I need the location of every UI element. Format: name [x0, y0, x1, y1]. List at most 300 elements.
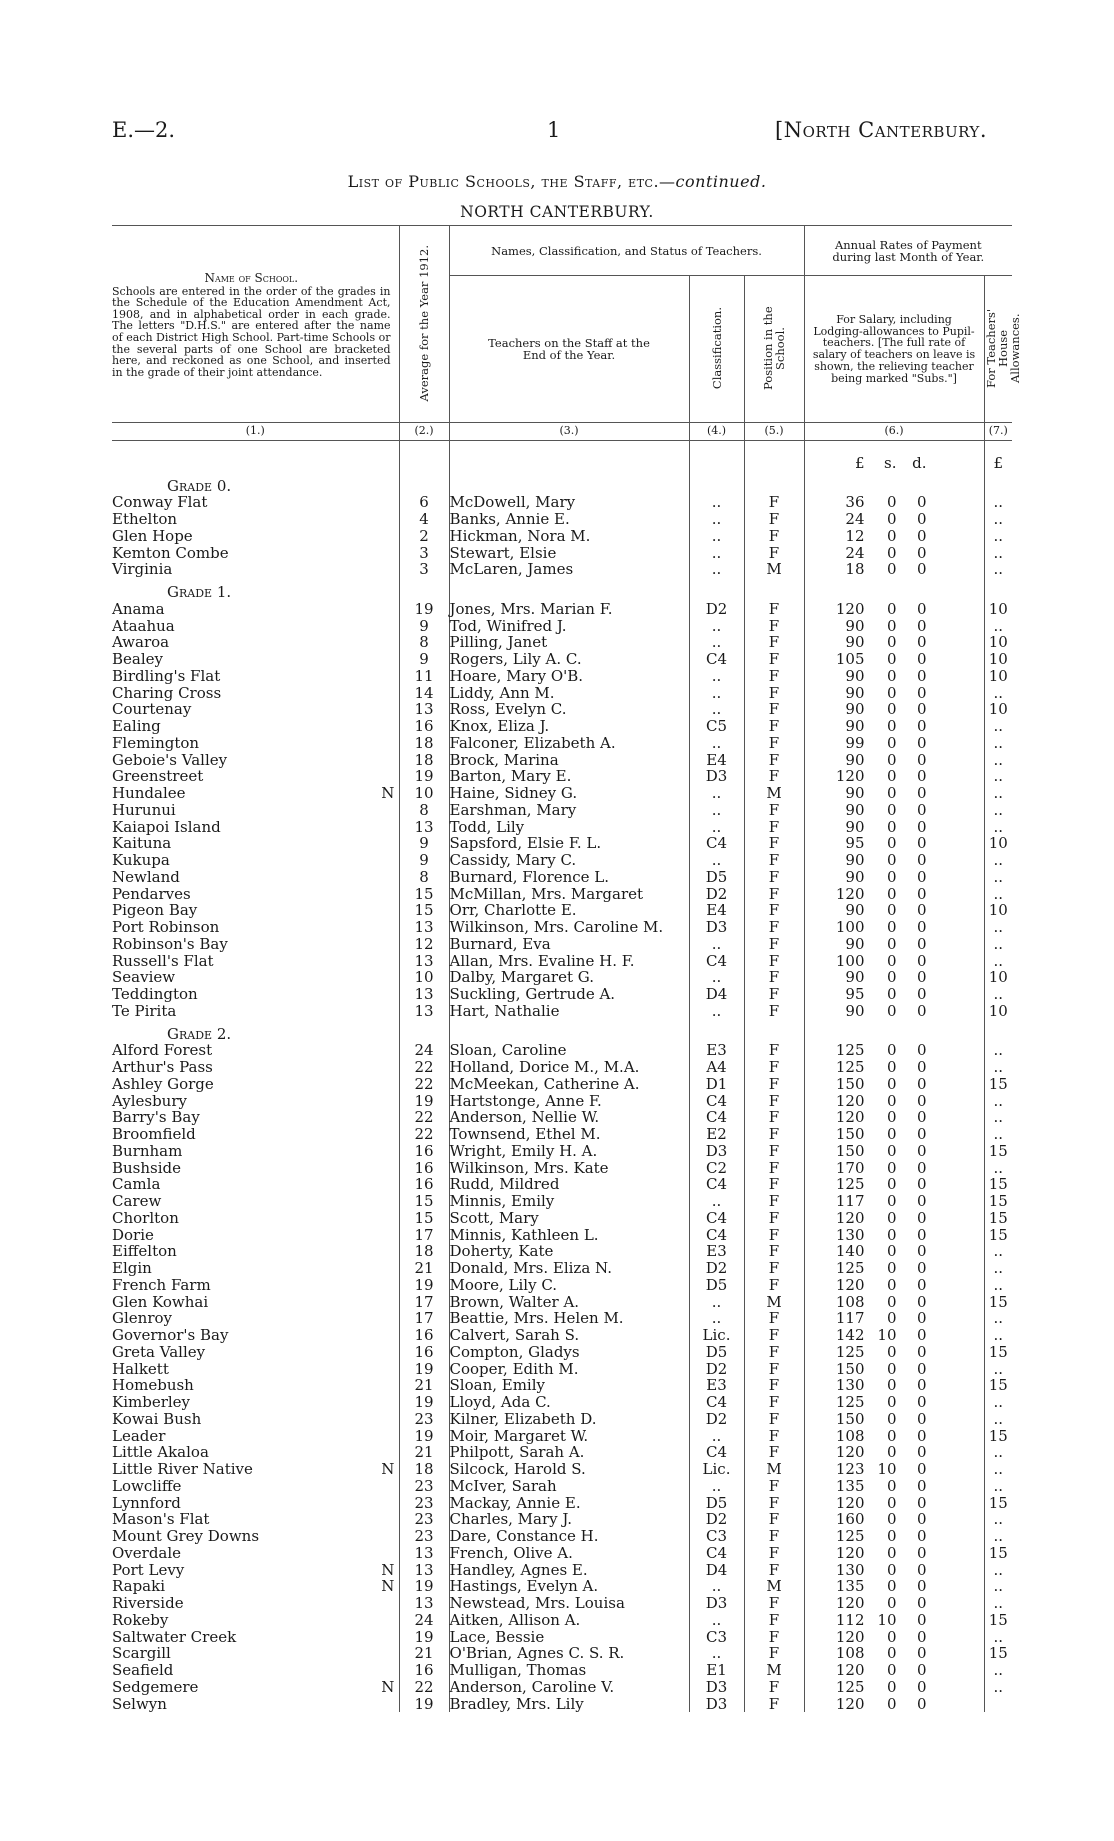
native-flag — [377, 1126, 399, 1143]
salary-shillings: 0 — [886, 901, 897, 920]
native-flag — [377, 1495, 399, 1512]
table-row — [112, 886, 1012, 903]
salary-shillings: 0 — [886, 1376, 897, 1395]
native-flag — [377, 1612, 399, 1629]
salary-cell — [804, 986, 984, 1003]
school-name-cell — [112, 1578, 377, 1595]
native-flag: N — [377, 1578, 399, 1595]
salary-shillings: 10 — [877, 1610, 897, 1629]
salary-cell — [804, 1003, 984, 1020]
salary-shillings: 0 — [886, 985, 897, 1003]
salary-shillings: 0 — [886, 1074, 897, 1093]
teacher-name: Rogers, Lily A. C. — [449, 651, 689, 668]
teacher-name: Sloan, Caroline — [449, 1042, 689, 1059]
school-name: Arthur's Pass — [112, 1058, 213, 1076]
school-name: Elgin — [112, 1259, 152, 1277]
salary-pounds: 125 — [835, 1393, 865, 1411]
salary-pounds: 125 — [835, 1259, 865, 1277]
salary-pounds: 135 — [835, 1577, 865, 1596]
teacher-name: Charles, Mary J. — [449, 1511, 689, 1528]
school-name: Glen Hope — [112, 526, 193, 545]
salary-pounds: 90 — [845, 750, 865, 769]
col-num-6: (6.) — [804, 423, 984, 441]
salary-shillings: 0 — [886, 1577, 897, 1596]
average-attendance: 13 — [399, 1545, 449, 1562]
currency-row — [112, 440, 1012, 471]
school-name: Saltwater Creek — [112, 1627, 237, 1646]
table-row — [112, 1511, 1012, 1528]
salary-pence: 0 — [916, 1074, 927, 1093]
salary-shillings: 0 — [886, 1661, 897, 1679]
native-flag — [377, 1645, 399, 1662]
salary-pence: 0 — [916, 1342, 927, 1361]
native-flag — [377, 1227, 399, 1244]
table-row — [112, 1227, 1012, 1244]
school-name: Glen Kowhai — [112, 1292, 209, 1311]
classification: D3 — [689, 768, 744, 785]
average-attendance: 15 — [399, 902, 449, 919]
salary-pence: 0 — [916, 1644, 927, 1663]
salary-cell — [804, 1461, 984, 1478]
position: M — [744, 1662, 804, 1679]
classification: Lic. — [689, 1461, 744, 1478]
average-attendance: 13 — [399, 986, 449, 1003]
salary-pence: 0 — [916, 1275, 927, 1294]
school-name-cell — [112, 1428, 377, 1445]
school-name-cell — [112, 1478, 377, 1495]
salary-cell — [804, 1562, 984, 1579]
native-flag — [377, 1109, 399, 1126]
position: F — [744, 1562, 804, 1579]
salary-pence: 0 — [916, 901, 927, 920]
school-name-cell — [112, 986, 377, 1003]
classification: C4 — [689, 1109, 744, 1126]
house-allowance: .. — [993, 750, 1004, 769]
native-flag — [377, 1629, 399, 1646]
salary-pence: 0 — [916, 767, 927, 786]
position: F — [744, 1361, 804, 1378]
teacher-name: McDowell, Mary — [449, 494, 689, 511]
house-allowance: .. — [993, 1158, 1004, 1177]
salary-pounds: 120 — [835, 1208, 865, 1227]
school-name-cell — [112, 1411, 377, 1428]
classification: .. — [689, 618, 744, 635]
school-name-cell — [112, 1076, 377, 1093]
position: F — [744, 1093, 804, 1110]
average-attendance: 18 — [399, 752, 449, 769]
table-row — [112, 634, 1012, 651]
teacher-name: Kilner, Elizabeth D. — [449, 1411, 689, 1428]
teacher-name: Philpott, Sarah A. — [449, 1444, 689, 1461]
salary-pounds: 117 — [835, 1192, 865, 1210]
average-attendance: 16 — [399, 1143, 449, 1160]
page-number: 1 — [547, 118, 561, 142]
school-name: Bealey — [112, 650, 163, 668]
salary-shillings: 0 — [886, 1001, 897, 1020]
native-flag — [377, 986, 399, 1003]
house-allowance: .. — [993, 1125, 1004, 1143]
salary-pence: 0 — [916, 1443, 927, 1462]
table-row — [112, 1679, 1012, 1696]
average-attendance: 15 — [399, 1193, 449, 1210]
school-name: Rokeby — [112, 1610, 169, 1629]
salary-pence: 0 — [916, 1476, 927, 1495]
classification: C4 — [689, 651, 744, 668]
classification: E1 — [689, 1662, 744, 1679]
school-name: Greta Valley — [112, 1342, 206, 1361]
salary-pence: 0 — [916, 633, 927, 652]
school-name: Leader — [112, 1426, 166, 1445]
classification: D2 — [689, 1361, 744, 1378]
teacher-name: Ross, Evelyn C. — [449, 701, 689, 718]
position: F — [744, 1645, 804, 1662]
house-allowance: .. — [993, 1242, 1004, 1261]
position: F — [744, 1495, 804, 1512]
salary-cell — [804, 1210, 984, 1227]
native-flag — [377, 668, 399, 685]
native-flag — [377, 601, 399, 618]
salary-pounds: 142 — [835, 1326, 865, 1344]
school-name-cell — [112, 1193, 377, 1210]
salary-pence: 0 — [916, 1208, 927, 1227]
house-allowance: 15 — [988, 1208, 1008, 1227]
table-row — [112, 1696, 1012, 1713]
salary-cell — [804, 1394, 984, 1411]
school-name: Halkett — [112, 1359, 169, 1378]
position: F — [744, 1411, 804, 1428]
house-allowance: .. — [993, 1460, 1004, 1478]
salary-cell — [804, 919, 984, 936]
grade-label: Grade 0. — [112, 472, 399, 495]
table-row — [112, 1562, 1012, 1579]
salary-cell — [804, 735, 984, 752]
salary-pence: 0 — [916, 510, 927, 528]
salary-cell — [804, 1495, 984, 1512]
salary-shillings: 0 — [886, 1560, 897, 1579]
salary-pence: 0 — [916, 1225, 927, 1244]
school-name: Mount Grey Downs — [112, 1527, 260, 1545]
salary-pounds: 120 — [835, 767, 865, 786]
teacher-name: Jones, Mrs. Marian F. — [449, 601, 689, 618]
school-name-cell — [112, 1361, 377, 1378]
school-name: Courtenay — [112, 700, 192, 719]
salary-pounds: 95 — [845, 985, 865, 1003]
teacher-name: Townsend, Ethel M. — [449, 1126, 689, 1143]
school-name-cell — [112, 1461, 377, 1478]
native-flag — [377, 752, 399, 769]
school-name-cell — [112, 1562, 377, 1579]
native-flag — [377, 1277, 399, 1294]
position: F — [744, 1277, 804, 1294]
teacher-name: Hickman, Nora M. — [449, 528, 689, 545]
classification: .. — [689, 936, 744, 953]
salary-pence: 0 — [916, 951, 927, 970]
classification: .. — [689, 802, 744, 819]
native-flag — [377, 919, 399, 936]
teacher-name: Barton, Mary E. — [449, 768, 689, 785]
average-attendance: 13 — [399, 1003, 449, 1020]
salary-pounds: 125 — [835, 1677, 865, 1696]
school-name-cell — [112, 1126, 377, 1143]
salary-shillings: 0 — [886, 526, 897, 545]
salary-cell — [804, 1109, 984, 1126]
school-name: Teddington — [112, 985, 198, 1003]
salary-cell — [804, 618, 984, 635]
average-attendance: 22 — [399, 1076, 449, 1093]
salary-pounds: 112 — [835, 1610, 865, 1629]
salary-shillings: 0 — [886, 1041, 897, 1060]
school-name: Lowcliffe — [112, 1476, 182, 1495]
header-teachers-group: Names, Classification, and Status of Teachers. — [449, 226, 804, 276]
salary-pounds: 120 — [835, 1594, 865, 1612]
position: F — [744, 601, 804, 618]
school-name-cell — [112, 545, 377, 562]
salary-pounds: 120 — [835, 1661, 865, 1679]
salary-shillings: 0 — [886, 700, 897, 719]
school-name-cell — [112, 1109, 377, 1126]
house-allowance: .. — [993, 800, 1004, 819]
school-name-cell — [112, 1377, 377, 1394]
position: F — [744, 1042, 804, 1059]
school-name: Eiffelton — [112, 1242, 177, 1261]
teacher-name: Tod, Winifred J. — [449, 618, 689, 635]
table-row — [112, 1578, 1012, 1595]
native-flag — [377, 953, 399, 970]
school-name-cell — [112, 1595, 377, 1612]
table-row — [112, 1126, 1012, 1143]
classification: A4 — [689, 1059, 744, 1076]
native-flag — [377, 545, 399, 562]
house-allowance: 15 — [988, 1175, 1008, 1194]
teacher-name: Hart, Nathalie — [449, 1003, 689, 1020]
salary-pounds: 18 — [845, 560, 865, 579]
position: F — [744, 1109, 804, 1126]
average-attendance: 13 — [399, 701, 449, 718]
school-name: Greenstreet — [112, 767, 204, 786]
native-flag — [377, 768, 399, 785]
teacher-name: Moir, Margaret W. — [449, 1428, 689, 1445]
salary-pounds: 90 — [845, 784, 865, 802]
salary-pounds: 125 — [835, 1342, 865, 1361]
average-attendance: 4 — [399, 511, 449, 528]
position: F — [744, 1143, 804, 1160]
school-name-cell — [112, 1160, 377, 1177]
teacher-name: Mackay, Annie E. — [449, 1495, 689, 1512]
grade-heading-row — [112, 1020, 1012, 1043]
school-name-cell — [112, 735, 377, 752]
salary-pence: 0 — [916, 1393, 927, 1411]
average-attendance: 17 — [399, 1294, 449, 1311]
school-name-cell — [112, 511, 377, 528]
salary-cell — [804, 634, 984, 651]
teacher-name: Doherty, Kate — [449, 1243, 689, 1260]
salary-pence: 0 — [916, 700, 927, 719]
native-flag — [377, 701, 399, 718]
school-name: Charing Cross — [112, 683, 222, 702]
position: F — [744, 1260, 804, 1277]
house-allowance: .. — [993, 1476, 1004, 1495]
school-name: Robinson's Bay — [112, 934, 228, 953]
position: F — [744, 511, 804, 528]
school-name: Kemton Combe — [112, 543, 229, 562]
school-name: Ethelton — [112, 510, 178, 528]
salary-shillings: 0 — [886, 934, 897, 953]
salary-pounds: 90 — [845, 968, 865, 987]
teacher-name: Todd, Lily — [449, 819, 689, 836]
salary-shillings: 0 — [886, 750, 897, 769]
salary-cell — [804, 852, 984, 869]
teacher-name: Stewart, Elsie — [449, 545, 689, 562]
native-flag — [377, 1344, 399, 1361]
salary-pounds: 125 — [835, 1175, 865, 1194]
house-allowance: .. — [993, 717, 1004, 735]
classification: D3 — [689, 1696, 744, 1713]
classification: C4 — [689, 1210, 744, 1227]
native-flag — [377, 835, 399, 852]
school-name-cell — [112, 1227, 377, 1244]
classification: C4 — [689, 1444, 744, 1461]
position: F — [744, 1377, 804, 1394]
salary-shillings: 0 — [886, 784, 897, 802]
table-row — [112, 953, 1012, 970]
native-flag — [377, 1528, 399, 1545]
house-allowance: .. — [993, 526, 1004, 545]
currency-pounds: £ — [854, 453, 865, 472]
salary-shillings: 0 — [886, 510, 897, 528]
salary-pence: 0 — [916, 867, 927, 886]
classification: .. — [689, 561, 744, 578]
salary-shillings: 0 — [886, 1476, 897, 1495]
salary-cell — [804, 1662, 984, 1679]
salary-pounds: 90 — [845, 934, 865, 953]
teacher-name: Wilkinson, Mrs. Caroline M. — [449, 919, 689, 936]
classification: .. — [689, 1612, 744, 1629]
school-name-cell — [112, 1645, 377, 1662]
house-allowance: .. — [993, 1041, 1004, 1060]
teacher-name: Hoare, Mary O'B. — [449, 668, 689, 685]
native-flag — [377, 1394, 399, 1411]
average-attendance: 14 — [399, 685, 449, 702]
salary-cell — [804, 1059, 984, 1076]
teacher-name: Minnis, Kathleen L. — [449, 1227, 689, 1244]
school-name: Lynnford — [112, 1493, 181, 1512]
position: F — [744, 1003, 804, 1020]
teacher-name: Cooper, Edith M. — [449, 1361, 689, 1378]
table-row — [112, 1160, 1012, 1177]
school-name: Burnham — [112, 1141, 183, 1160]
average-attendance: 17 — [399, 1227, 449, 1244]
house-allowance: .. — [993, 1309, 1004, 1328]
teacher-name: Donald, Mrs. Eliza N. — [449, 1260, 689, 1277]
house-allowance: .. — [993, 867, 1004, 886]
teacher-name: Bradley, Mrs. Lily — [449, 1696, 689, 1713]
salary-pence: 0 — [916, 1527, 927, 1545]
native-flag: N — [377, 1679, 399, 1696]
salary-shillings: 0 — [886, 1158, 897, 1177]
school-name-cell — [112, 1528, 377, 1545]
native-flag — [377, 1696, 399, 1713]
salary-pounds: 125 — [835, 1058, 865, 1076]
position: F — [744, 1176, 804, 1193]
house-allowance: .. — [993, 1359, 1004, 1378]
native-flag — [377, 685, 399, 702]
school-name-cell — [112, 869, 377, 886]
school-name: Anama — [112, 599, 165, 618]
salary-shillings: 0 — [886, 1594, 897, 1612]
position: F — [744, 701, 804, 718]
school-name: Ashley Gorge — [112, 1074, 214, 1093]
position: F — [744, 1428, 804, 1445]
teacher-name: Aitken, Allison A. — [449, 1612, 689, 1629]
salary-pence: 0 — [916, 1108, 927, 1127]
classification: D2 — [689, 601, 744, 618]
school-name-cell — [112, 1294, 377, 1311]
position: F — [744, 1478, 804, 1495]
salary-cell — [804, 1696, 984, 1713]
teacher-name: Beattie, Mrs. Helen M. — [449, 1310, 689, 1327]
classification: .. — [689, 1310, 744, 1327]
house-allowance: .. — [993, 1661, 1004, 1679]
school-name-cell — [112, 1545, 377, 1562]
salary-cell — [804, 545, 984, 562]
position: F — [744, 902, 804, 919]
salary-cell — [804, 494, 984, 511]
school-name-cell — [112, 1394, 377, 1411]
teacher-name: Rudd, Mildred — [449, 1176, 689, 1193]
salary-pounds: 130 — [835, 1376, 865, 1395]
salary-pounds: 120 — [835, 1443, 865, 1462]
table-row — [112, 545, 1012, 562]
native-flag — [377, 819, 399, 836]
native-flag — [377, 528, 399, 545]
native-flag — [377, 1478, 399, 1495]
col-num-3: (3.) — [449, 423, 689, 441]
teacher-name: Handley, Agnes E. — [449, 1562, 689, 1579]
teacher-name: Brown, Walter A. — [449, 1294, 689, 1311]
average-attendance: 23 — [399, 1528, 449, 1545]
salary-pence: 0 — [916, 1543, 927, 1562]
header-teachers: Teachers on the Staff at the End of the Year. — [449, 276, 689, 423]
salary-cell — [804, 668, 984, 685]
classification: .. — [689, 1193, 744, 1210]
salary-shillings: 0 — [886, 884, 897, 903]
salary-pounds: 100 — [835, 918, 865, 936]
house-allowance: 15 — [988, 1192, 1008, 1210]
salary-cell — [804, 1511, 984, 1528]
school-name: Rapaki — [112, 1577, 166, 1596]
school-name-cell — [112, 651, 377, 668]
house-allowance: 15 — [988, 1644, 1008, 1663]
average-attendance: 19 — [399, 1696, 449, 1713]
house-allowance: .. — [993, 1058, 1004, 1076]
table-row — [112, 668, 1012, 685]
school-name-cell — [112, 852, 377, 869]
salary-pence: 0 — [916, 650, 927, 668]
header-payment-group: Annual Rates of Payment during last Month of Year. — [804, 226, 1012, 276]
salary-pence: 0 — [916, 851, 927, 869]
salary-cell — [804, 1612, 984, 1629]
average-attendance: 18 — [399, 1243, 449, 1260]
average-attendance: 19 — [399, 1394, 449, 1411]
school-name: Pigeon Bay — [112, 901, 198, 920]
house-allowance: 15 — [988, 1426, 1008, 1445]
school-name: Hundalee — [112, 784, 186, 802]
position: M — [744, 561, 804, 578]
salary-pence: 0 — [916, 1242, 927, 1261]
position: F — [744, 953, 804, 970]
teacher-name: Dalby, Margaret G. — [449, 969, 689, 986]
salary-pence: 0 — [916, 1309, 927, 1328]
